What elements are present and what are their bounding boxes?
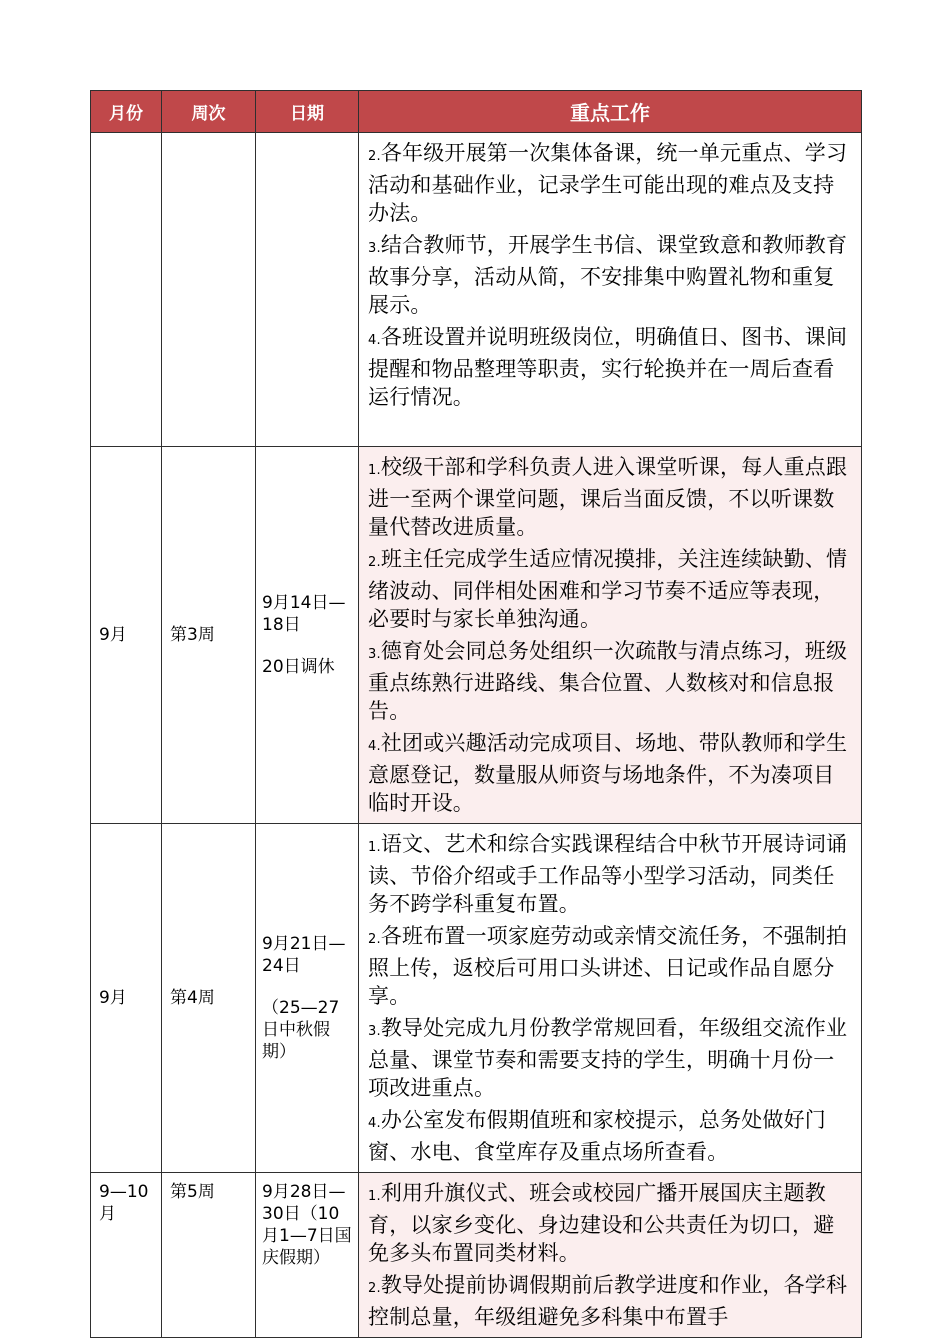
item-text: 各班布置一项家庭劳动或亲情交流任务，不强制拍照上传，返校后可用口头讲述、日记或作品自愿分享。 — [368, 924, 848, 1008]
item-number: 4. — [368, 333, 381, 348]
item-number: 1. — [368, 840, 381, 855]
table-row — [91, 133, 862, 447]
work-item — [368, 453, 853, 541]
work-cell — [359, 447, 862, 824]
table-row — [91, 447, 862, 824]
date-cell — [256, 824, 359, 1173]
item-text: 各班设置并说明班级岗位，明确值日、图书、课间提醒和物品整理等职责，实行轮换并在一周后查看运行情况。 — [368, 325, 848, 409]
month-cell: 9月 — [91, 447, 162, 824]
work-schedule-table — [90, 90, 862, 1338]
date-note: 20日调休 — [262, 657, 335, 677]
item-number: 4. — [368, 1116, 381, 1131]
week-cell: 第3周 — [162, 447, 256, 824]
item-number: 1. — [368, 1189, 381, 1204]
work-item — [368, 231, 853, 319]
work-header: 重点工作 — [359, 91, 862, 133]
item-number: 3. — [368, 647, 381, 662]
week-cell — [162, 133, 256, 447]
month-cell — [91, 133, 162, 447]
item-text: 德育处会同总务处组织一次疏散与清点练习，班级重点练熟行进路线、集合位置、人数核对和信息报告。 — [368, 639, 848, 723]
week-cell: 第5周 — [162, 1173, 256, 1338]
item-text: 教导处完成九月份教学常规回看，年级组交流作业总量、课堂节奏和需要支持的学生，明确十月份一项改进重点。 — [368, 1016, 848, 1100]
item-number: 2. — [368, 1281, 381, 1296]
work-cell — [359, 1173, 862, 1338]
date-cell — [256, 133, 359, 447]
work-item — [368, 545, 853, 633]
item-text: 利用升旗仪式、班会或校园广播开展国庆主题教育，以家乡变化、身边建设和公共责任为切口，避免多头布置同类材料。 — [368, 1181, 835, 1265]
work-item — [368, 637, 853, 725]
work-item — [368, 323, 853, 411]
item-text: 语文、艺术和综合实践课程结合中秋节开展诗词诵读、节俗介绍或手工作品等小型学习活动，同类任务不跨学科重复布置。 — [368, 832, 848, 916]
date-range: 9月21日—24日 — [262, 934, 346, 976]
item-number: 2. — [368, 555, 381, 570]
item-number: 4. — [368, 739, 381, 754]
item-number: 3. — [368, 241, 381, 256]
date-note: （25—27日中秋假期） — [262, 998, 340, 1062]
work-item — [368, 1179, 853, 1267]
item-number: 1. — [368, 463, 381, 478]
table-header-row — [91, 91, 862, 133]
item-text: 各年级开展第一次集体备课，统一单元重点、学习活动和基础作业，记录学生可能出现的难点及支持办法。 — [368, 141, 848, 225]
work-item — [368, 1106, 853, 1166]
table-row — [91, 1173, 862, 1338]
item-number: 2. — [368, 932, 381, 947]
month-cell: 9—10月 — [91, 1173, 162, 1338]
date-cell: 9月28日—30日（10月1—7日国庆假期） — [256, 1173, 359, 1338]
date-range: 9月14日—18日 — [262, 593, 346, 635]
month-cell: 9月 — [91, 824, 162, 1173]
work-cell — [359, 133, 862, 447]
month-header: 月份 — [91, 91, 162, 133]
work-item — [368, 1271, 853, 1331]
work-item — [368, 922, 853, 1010]
item-text: 社团或兴趣活动完成项目、场地、带队教师和学生意愿登记，数量服从师资与场地条件，不为凑项目临时开设。 — [368, 731, 848, 815]
date-cell — [256, 447, 359, 824]
work-item — [368, 729, 853, 817]
table-row — [91, 824, 862, 1173]
work-item — [368, 830, 853, 918]
item-number: 2. — [368, 149, 381, 164]
item-text: 结合教师节，开展学生书信、课堂致意和教师教育故事分享，活动从简，不安排集中购置礼物和重复展示。 — [368, 233, 848, 317]
item-text: 校级干部和学科负责人进入课堂听课，每人重点跟进一至两个课堂问题，课后当面反馈，不以听课数量代替改进质量。 — [368, 455, 848, 539]
week-header: 周次 — [162, 91, 256, 133]
date-header: 日期 — [256, 91, 359, 133]
item-text: 办公室发布假期值班和家校提示，总务处做好门窗、水电、食堂库存及重点场所查看。 — [368, 1108, 827, 1164]
week-cell: 第4周 — [162, 824, 256, 1173]
work-item — [368, 139, 853, 227]
work-item — [368, 1014, 853, 1102]
item-text: 教导处提前协调假期前后教学进度和作业，各学科控制总量，年级组避免多科集中布置手 — [368, 1273, 848, 1329]
item-text: 班主任完成学生适应情况摸排，关注连续缺勤、情绪波动、同伴相处困难和学习节奏不适应等表现，必要时与家长单独沟通。 — [368, 547, 848, 631]
work-cell — [359, 824, 862, 1173]
item-number: 3. — [368, 1024, 381, 1039]
